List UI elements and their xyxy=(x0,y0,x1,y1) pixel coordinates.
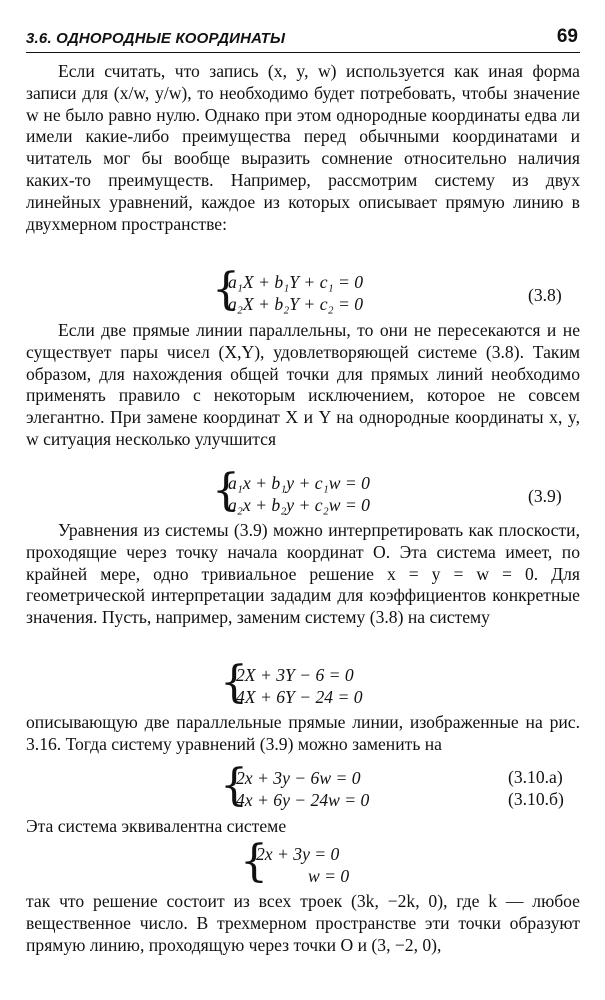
equation-number-3-10-b: (3.10.б) xyxy=(508,789,564,809)
paragraph-5-block xyxy=(26,816,580,838)
paragraph-5: Эта система эквивалентна системе xyxy=(26,816,287,836)
paragraph-6: так что решение состоит из всех троек (3k, −2k, 0), где k — любое вещественное число. В трехмерном пространстве эти точки образуют прямую линию, проходящую через точки О и (3, −2, 0), xyxy=(26,891,580,955)
equation-3-10 xyxy=(220,760,370,811)
paragraph-1: Если считать, что запись (x, y, w) используется как иная форма записи для (x/w, y/w), то необходимо будет потребовать, чтобы значение w не было равно нулю. Однако при этом однородные координаты едва ли имели какие-либо преимущества перед обычными координатами и читатель мог бы вообще выразить сомнение относительно наличия каких-то преимуществ. Например, рассмотрим систему из двух линейных уравнений, каждое из которых описывает прямую линию в двухмерном пространстве: xyxy=(26,61,580,234)
paragraph-1-block xyxy=(26,61,580,235)
paragraph-6-block xyxy=(26,891,580,956)
left-brace: { xyxy=(220,760,248,811)
left-brace: { xyxy=(240,836,268,887)
equation-3-10-line-2: 4x + 6y − 24w = 0 xyxy=(236,790,370,810)
equation-3-9-line-1: a₁x + b₁y + c₁w = 0 xyxy=(228,473,370,493)
left-brace: { xyxy=(212,264,240,315)
equation-system-numeric-line-1: 2X + 3Y − 6 = 0 xyxy=(236,665,354,685)
equation-number-3-10-a: (3.10.а) xyxy=(508,767,563,787)
equation-number-3-9: (3.9) xyxy=(528,486,562,506)
paragraph-2: Если две прямые линии параллельны, то они не пересекаются и не существует пары чисел (X,Y), удовлетворяющей системе (3.8). Таким образом, для нахождения общей точки для прямых линий необходимо применять правило с некоторым исключением, которое не совсем элегантно. При замене координат X и Y на однородные координаты x, y, w ситуация несколько улучшится xyxy=(26,320,580,449)
equation-3-9-line-2: a₂x + b₂y + c₂w = 0 xyxy=(228,495,370,515)
equation-3-10-line-1: 2x + 3y − 6w = 0 xyxy=(236,768,361,788)
equation-number-3-8: (3.8) xyxy=(528,285,562,305)
chapter-section-title: 3.6. ОДНОРОДНЫЕ КООРДИНАТЫ xyxy=(26,30,286,47)
equation-system-numeric xyxy=(220,657,363,708)
equation-3-8 xyxy=(212,264,364,315)
left-brace: { xyxy=(212,465,240,516)
paragraph-4-block xyxy=(26,712,580,756)
equation-system-numeric-line-2: 4X + 6Y − 24 = 0 xyxy=(236,687,363,707)
paragraph-3-block xyxy=(26,520,580,629)
equation-3-9 xyxy=(212,465,370,516)
page-number: 69 xyxy=(556,26,578,47)
paragraph-3: Уравнения из системы (3.9) можно интерпретировать как плоскости, проходящие через точку начала координат О. Эта система имеет, по крайней мере, одно тривиальное решение x = y = w = 0. Для геометрической интерпретации зададим для коэффициентов конкретные значения. Пусть, например, заменим систему (3.8) на систему xyxy=(26,520,580,628)
paragraph-2-block xyxy=(26,320,580,451)
equation-3-8-line-1: a₁X + b₁Y + c₁ = 0 xyxy=(228,272,364,292)
equation-3-8-line-2: a₂X + b₂Y + c₂ = 0 xyxy=(228,294,364,314)
paragraph-4: описывающую две параллельные прямые линии, изображенные на рис. 3.16. Тогда систему уравнений (3.9) можно заменить на xyxy=(26,712,580,754)
equation-equivalent xyxy=(240,836,350,887)
equation-equivalent-line-2: w = 0 xyxy=(308,866,350,886)
running-header xyxy=(26,26,580,53)
equation-equivalent-line-1: 2x + 3y = 0 xyxy=(256,844,340,864)
left-brace: { xyxy=(220,657,248,708)
